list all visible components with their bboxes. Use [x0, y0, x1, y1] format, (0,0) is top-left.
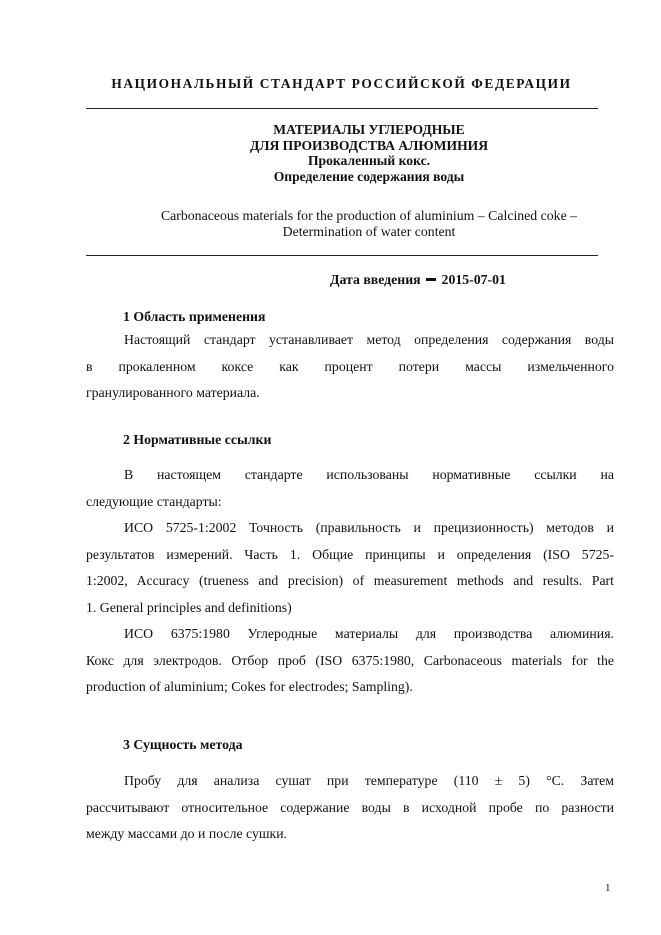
text-line: следующие стандарты:	[86, 493, 222, 509]
english-title	[120, 208, 618, 239]
text-line: ИСО 6375:1980 Углеродные материалы для производства алюминия.	[124, 626, 614, 641]
section-2-paragraph-2	[86, 515, 614, 621]
title-line-1: МАТЕРИАЛЫ УГЛЕРОДНЫЕ	[273, 122, 465, 137]
title-divider	[86, 255, 598, 256]
section-2-paragraph-3	[86, 621, 614, 701]
section-2-heading: 2 Нормативные ссылки	[123, 432, 272, 447]
text-line: В настоящем стандарте использованы нормативные ссылки на	[124, 467, 614, 482]
title-line-4: Определение содержания воды	[273, 168, 465, 184]
text-line: результатов измерений. Часть 1. Общие принципы и определения (ISO 5725-	[86, 546, 614, 562]
text-line: Настоящий стандарт устанавливает метод определения содержания воды	[124, 332, 614, 347]
text-line: Кокс для электродов. Отбор проб (ISO 6375:1980, Carbonaceous materials for the	[86, 652, 614, 668]
text-line: гранулированного материала.	[86, 385, 260, 400]
english-title-line-2: Determination of water content	[282, 223, 456, 239]
title-line-2: ДЛЯ ПРОИЗВОДСТВА АЛЮМИНИЯ	[249, 137, 489, 153]
text-line: Пробу для анализа сушат при температуре (110 ± 5) °С. Затем	[124, 773, 614, 788]
section-2-paragraph-1	[86, 462, 614, 515]
title-line-3: Прокаленный кокс.	[307, 153, 431, 168]
text-line: рассчитывают относительное содержание воды в исходной пробе по разности	[86, 799, 614, 815]
introduction-date	[330, 272, 506, 288]
header-divider	[86, 108, 598, 109]
section-3-heading: 3 Сущность метода	[123, 737, 243, 752]
english-title-line-1: Carbonaceous materials for the production of aluminium – Calcined coke –	[160, 208, 578, 223]
date-dash	[426, 278, 436, 281]
text-line: production of aluminium; Cokes for electrodes; Sampling).	[86, 679, 413, 694]
text-line: между массами до и после сушки.	[86, 826, 288, 841]
standard-header: НАЦИОНАЛЬНЫЙ СТАНДАРТ РОССИЙСКОЙ ФЕДЕРАЦИИ	[111, 76, 572, 91]
text-line: 1:2002, Accuracy (trueness and precision) of measurement methods and results. Part	[86, 573, 614, 588]
text-line: ИСО 5725-1:2002 Точность (правильность и прецизионность) методов и	[124, 520, 614, 535]
section-1-paragraph	[86, 327, 614, 407]
document-title	[160, 122, 578, 184]
intro-date-value: 2015-07-01	[441, 272, 506, 287]
intro-date-label: Дата введения	[330, 272, 421, 287]
text-line: 1. General principles and definitions)	[86, 599, 292, 615]
text-line: в прокаленном коксе как процент потери массы измельченного	[86, 358, 614, 374]
section-1-heading: 1 Область применения	[123, 309, 266, 324]
page-number: 1	[605, 882, 611, 894]
section-3-paragraph	[86, 768, 614, 848]
